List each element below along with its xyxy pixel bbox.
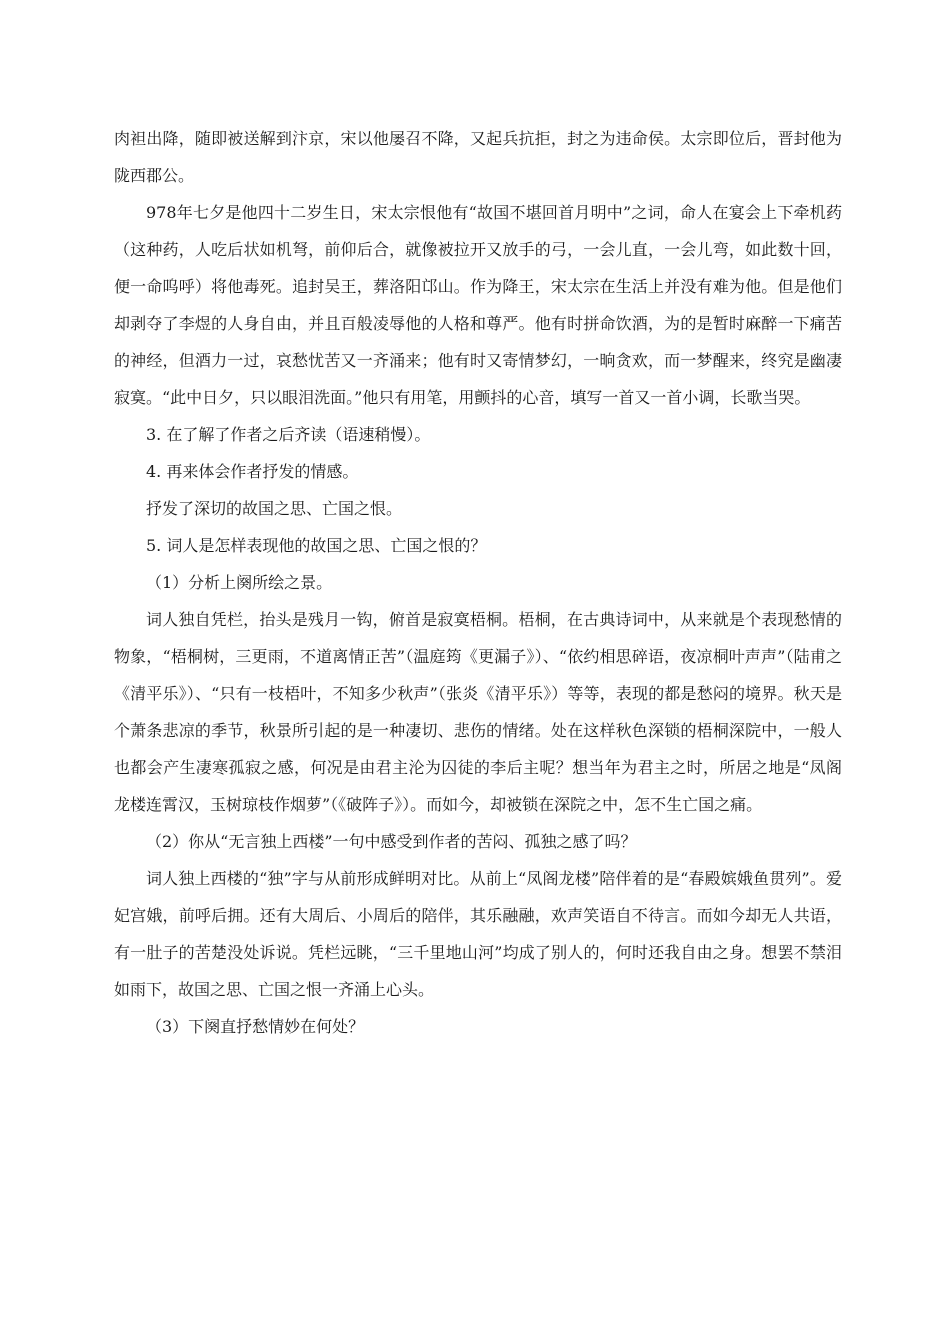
sub-question-2: （2）你从“无言独上西楼”一句中感受到作者的苦闷、孤独之感了吗？	[146, 832, 637, 851]
document-body	[114, 120, 842, 1045]
sub-question-1: （1）分析上阕所绘之景。	[146, 573, 333, 592]
step-4-emotion: 4. 再来体会作者抒发的情感。	[146, 462, 359, 481]
analysis-upper-stanza: 词人独自凭栏，抬头是残月一钩，俯首是寂寞梧桐。梧桐，在古典诗词中，从来就是个表现愁情的物象，“梧桐树，三更雨，不道离情正苦”（温庭筠《更漏子》）、“依约相思碎语，夜凉桐叶声声”（陆甫之《清平乐》）、“只有一枝梧叶，不知多少秋声”（张炎《清平乐》）等等，表现的都是愁闷的境界。秋天是个萧条悲凉的季节，秋景所引起的是一种凄切、悲伤的情绪。处在这样秋色深锁的梧桐深院中，一般人也都会产生凄寒孤寂之感，何况是由君主沦为囚徒的李后主呢？想当年为君主之时，所居之地是“凤阁龙楼连霄汉，玉树琼枝作烟萝”（《破阵子》）。而如今，却被锁在深院之中，怎不生亡国之痛。	[114, 610, 842, 814]
emotion-answer: 抒发了深切的故国之思、亡国之恨。	[146, 499, 403, 518]
paragraph-intro-continued: 肉袒出降，随即被送解到汴京，宋以他屡召不降，又起兵抗拒，封之为违命侯。太宗即位后，晋封他为陇西郡公。	[114, 129, 842, 185]
sub-question-3: （3）下阕直抒愁情妙在何处？	[146, 1017, 365, 1036]
step-5-question: 5. 词人是怎样表现他的故国之思、亡国之恨的？	[146, 536, 487, 555]
analysis-loneliness: 词人独上西楼的“独”字与从前形成鲜明对比。从前上“凤阁龙楼”陪伴着的是“春殿嫔娥鱼贯列”。爱妃宫娥，前呼后拥。还有大周后、小周后的陪伴，其乐融融，欢声笑语自不待言。而如今却无人共语，有一肚子的苦楚没处诉说。凭栏远眺，“三千里地山河”均成了别人的，何时还我自由之身。想罢不禁泪如雨下，故国之思、亡国之恨一齐涌上心头。	[114, 869, 842, 999]
step-3-reading: 3. 在了解了作者之后齐读（语速稍慢）。	[146, 425, 431, 444]
paragraph-biography: 978年七夕是他四十二岁生日，宋太宗恨他有“故国不堪回首月明中”之词，命人在宴会上下牵机药（这种药，人吃后状如机弩，前仰后合，就像被拉开又放手的弓，一会儿直，一会儿弯，如此数十回，便一命呜呼）将他毒死。追封吴王，葬洛阳邙山。作为降王，宋太宗在生活上并没有难为他。但是他们却剥夺了李煜的人身自由，并且百般凌辱他的人格和尊严。他有时拼命饮酒，为的是暂时麻醉一下痛苦的神经，但酒力一过，哀愁忧苦又一齐涌来；他有时又寄情梦幻，一晌贪欢，而一梦醒来，终究是幽凄寂寞。“此中日夕，只以眼泪洗面。”他只有用笔，用颤抖的心音，填写一首又一首小调，长歌当哭。	[114, 203, 842, 407]
